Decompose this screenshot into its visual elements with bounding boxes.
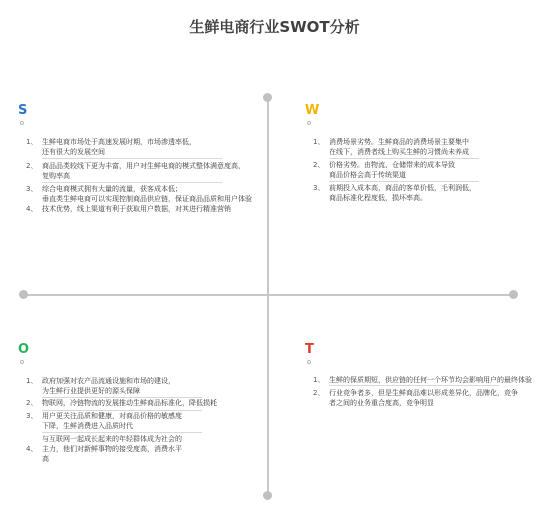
item-text-line: 复购率高: [42, 172, 70, 180]
item-number: 4、: [26, 205, 38, 213]
item-text-line: 商品价格会高于传统渠道: [329, 171, 406, 179]
item-text-line: 生鲜电商市场处于高速发展时期，市场渗透率低，: [42, 138, 196, 146]
item-text-line: 行业竞争者多，但是生鲜商品难以形成差异化，品牌化，竞争: [329, 389, 518, 397]
axis-left-dot: [19, 290, 28, 299]
quadrant-letter-t: T: [305, 342, 314, 357]
item-text-line: 技术优势，线上渠道有利于获取用户数据，对其进行精准营销: [42, 205, 231, 213]
item-divider: [329, 181, 479, 182]
item-text-line: 商品标准化程度低，损坏率高。: [329, 194, 427, 202]
quadrant-letter-o: O: [18, 342, 30, 357]
item-number: 1、: [26, 377, 38, 385]
quadrant-marker-icon: [307, 360, 311, 364]
item-text-line: 与互联网一起成长起来的年轻群体成为社会的: [42, 435, 182, 443]
item-divider: [329, 158, 479, 159]
horizontal-axis: [23, 294, 513, 296]
item-number: 2、: [313, 161, 325, 169]
quadrant-marker-icon: [307, 121, 311, 125]
page-title: 生鲜电商行业SWOT分析: [189, 18, 360, 36]
item-text-line: 生鲜的保质期短，供应链的任何一个环节均会影响用户的最终体验: [329, 376, 532, 384]
item-text-line: 者之间的业务重合度高，竞争明显: [329, 399, 434, 407]
item-number: 1、: [26, 138, 38, 146]
item-divider: [42, 158, 222, 159]
quadrant-letter-s: S: [18, 103, 28, 118]
quadrant-marker-icon: [20, 360, 24, 364]
item-text-line: 垂直类生鲜电商可以实现控制商品供应链，保证商品品质和用户体验: [42, 195, 252, 203]
item-text-line: 物联网，冷链物流的发展推动生鲜商品标准化，降低损耗: [42, 399, 217, 407]
axis-bottom-dot: [263, 491, 272, 500]
item-number: 3、: [313, 184, 325, 192]
item-text-line: 商品品类较线下更为丰富，用户对生鲜电商的模式整体满意度高，: [42, 162, 245, 170]
quadrant-letter-w: W: [305, 103, 320, 118]
item-text-line: 主力，他们对新鲜事物的接受度高，消费水平: [42, 445, 182, 453]
item-divider: [329, 385, 499, 386]
item-text-line: 为生鲜行业提供更好的源头保障: [42, 387, 140, 395]
item-divider: [42, 432, 202, 433]
item-text-line: 高: [42, 455, 49, 463]
item-number: 1、: [313, 376, 325, 384]
quadrant-strengths: [18, 104, 258, 224]
item-number: 3、: [26, 412, 38, 420]
item-divider: [42, 182, 222, 183]
item-text-line: 前期投入成本高，商品的客单价低，毛利润低，: [329, 184, 476, 192]
quadrant-threats: [305, 343, 540, 423]
item-number: 2、: [26, 399, 38, 407]
vertical-axis: [267, 97, 269, 497]
item-number: 2、: [26, 162, 38, 170]
axis-right-dot: [509, 290, 518, 299]
quadrant-weaknesses: [305, 104, 525, 214]
item-number: 4、: [26, 445, 38, 453]
item-number: 2、: [313, 389, 325, 397]
item-number: 1、: [313, 138, 325, 146]
item-text-line: 政府加强对农产品流通设施和市场的建设，: [42, 377, 175, 385]
item-text-line: 价格劣势。由物流、仓储带来的成本导致: [329, 161, 455, 169]
item-text-line: 用户更关注品质和健康，对商品价格的敏感度: [42, 412, 182, 420]
quadrant-opportunities: [18, 343, 258, 468]
quadrant-marker-icon: [20, 121, 24, 125]
item-text-line: 还有很大的发展空间: [42, 148, 105, 156]
item-text-line: 下降，生鲜消费进入品质时代: [42, 422, 133, 430]
item-text-line: 消费场景劣势。生鲜商品的消费场景主要集中: [329, 138, 469, 146]
item-text-line: 综合电商模式拥有大量的流量，获客成本低；: [42, 185, 182, 193]
item-number: 3、: [26, 185, 38, 193]
axis-top-dot: [263, 93, 272, 102]
item-text-line: 在线下，消费者线上购买生鲜的习惯尚未养成: [329, 148, 469, 156]
